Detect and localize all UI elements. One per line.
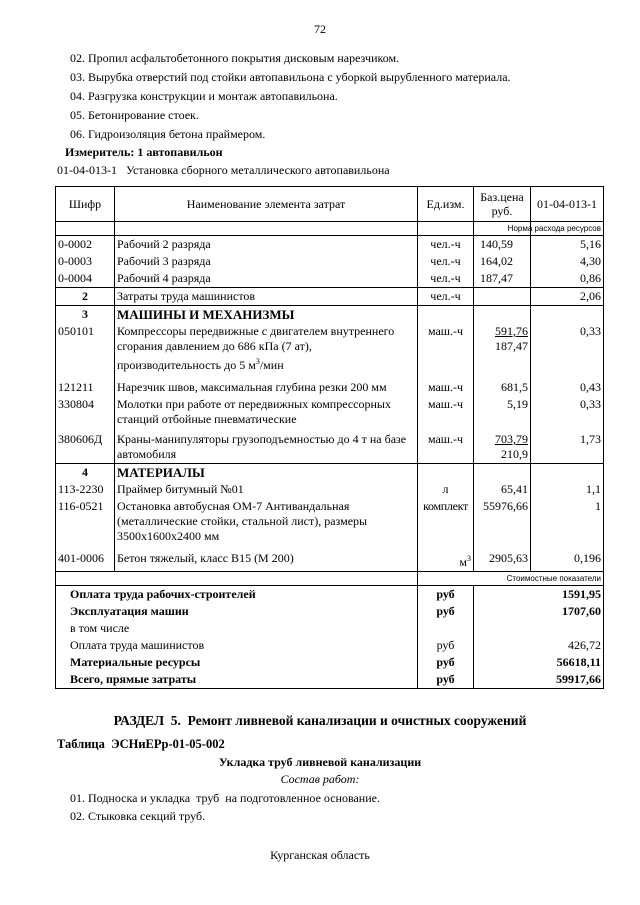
footer-region: Курганская область	[270, 848, 370, 862]
page-number: 72	[314, 22, 326, 36]
row-value: 1,73	[531, 428, 604, 464]
row-value: 4,30	[531, 253, 604, 270]
row-code: 3	[56, 306, 115, 324]
row-price: 681,5	[474, 374, 531, 396]
row-price	[474, 428, 531, 464]
row-value: 0,43	[531, 374, 604, 396]
row-price-main: 703,79	[495, 432, 528, 446]
row-unit: л	[418, 481, 474, 498]
row-unit: маш.-ч	[418, 396, 474, 428]
work-item: 05. Бетонирование стоек.	[70, 108, 199, 122]
row-price: 65,41	[474, 481, 531, 498]
row-price	[474, 323, 531, 374]
table-code: Таблица ЭСНиЕРр-01-05-002	[57, 737, 225, 751]
row-name: Бетон тяжелый, класс В15 (М 200)	[115, 545, 418, 572]
row-price: 55976,66	[474, 498, 531, 545]
row-unit: маш.-ч	[418, 323, 474, 374]
row-name-text: Компрессоры передвижные с двигателем внутреннего сгорания давлением до 686 кПа (7 ат), производительность до 5 $м^3$/мин	[117, 324, 395, 372]
table-row	[56, 374, 604, 396]
row-value: 1,1	[531, 481, 604, 498]
work-item: 03. Вырубка отверстий под стойки автопавильона с уборкой вырубленного материала.	[70, 70, 511, 84]
row-value: 0,33	[531, 396, 604, 428]
row-name: Праймер битумный №01	[115, 481, 418, 498]
work-item: 06. Гидроизоляция бетона праймером.	[70, 127, 266, 141]
row-code: 0-0004	[56, 270, 115, 288]
header-norm: 01-04-013-1	[531, 187, 604, 222]
row-value: 2,06	[531, 288, 604, 306]
cost-row	[56, 671, 604, 689]
cost-value: 59917,66	[531, 671, 604, 689]
table-header-row	[56, 187, 604, 222]
cost-row	[56, 586, 604, 604]
table-row	[56, 545, 604, 572]
table-row	[56, 236, 604, 254]
row-name: Нарезчик швов, максимальная глубина резки 200 мм	[115, 374, 418, 396]
work-item: 02. Стыковка секций труб.	[70, 809, 206, 823]
row-value: 0,86	[531, 270, 604, 288]
cost-row	[56, 637, 604, 654]
cost-unit: руб	[418, 586, 474, 604]
cost-name: в том числе	[56, 620, 418, 637]
row-value: 5,16	[531, 236, 604, 254]
cost-value: 1591,95	[531, 586, 604, 604]
subtitle: Укладка труб ливневой канализации	[218, 755, 422, 769]
row-name: Рабочий 3 разряда	[115, 253, 418, 270]
cost-name: Оплата труда рабочих-строителей	[56, 586, 418, 604]
cost-value: 56618,11	[531, 654, 604, 671]
cost-value	[531, 620, 604, 637]
row-value: 1	[531, 498, 604, 545]
row-unit: чел.-ч	[418, 253, 474, 270]
work-item: 02. Пропил асфальтобетонного покрытия дисковым нарезчиком.	[70, 51, 400, 65]
row-unit: маш.-ч	[418, 374, 474, 396]
cost-unit: руб	[418, 671, 474, 689]
cost-name: Эксплуатация машин	[56, 603, 418, 620]
row-code: 121211	[56, 374, 115, 396]
cost-unit	[418, 620, 474, 637]
row-price: 164,02	[474, 253, 531, 270]
table-row	[56, 396, 604, 428]
row-value: 0,33	[531, 323, 604, 374]
norm-label-row	[56, 222, 604, 236]
row-name: Рабочий 4 разряда	[115, 270, 418, 288]
cost-unit: руб	[418, 637, 474, 654]
work-item: 01. Подноска и укладка труб на подготовленное основание.	[70, 791, 380, 805]
table-row	[56, 464, 604, 482]
row-price: 2905,63	[474, 545, 531, 572]
row-code: 330804	[56, 396, 115, 428]
cost-name: Оплата труда машинистов	[56, 637, 418, 654]
row-price-sub: 210,9	[501, 447, 528, 461]
cost-label-row	[56, 572, 604, 586]
table-row	[56, 306, 604, 324]
row-unit: чел.-ч	[418, 288, 474, 306]
row-name	[115, 323, 418, 374]
row-unit: комплект	[418, 498, 474, 545]
measure-unit: Измеритель: 1 автопавильон	[65, 145, 223, 159]
row-price: 5,19	[474, 396, 531, 428]
cost-name: Материальные ресурсы	[56, 654, 418, 671]
work-item: 04. Разгрузка конструкции и монтаж автопавильона.	[70, 89, 338, 103]
row-price-sub: 187,47	[495, 339, 528, 353]
row-code: 4	[56, 464, 115, 482]
cost-row	[56, 654, 604, 671]
row-code: 0-0003	[56, 253, 115, 270]
row-code: 380606Д	[56, 428, 115, 464]
row-unit: чел.-ч	[418, 270, 474, 288]
table-row	[56, 270, 604, 288]
header-name: Наименование элемента затрат	[115, 187, 418, 222]
row-unit: $м^3$	[418, 545, 474, 572]
table-row	[56, 253, 604, 270]
row-price: 140,59	[474, 236, 531, 254]
row-unit: чел.-ч	[418, 236, 474, 254]
norm-label: Норма расхода ресурсов	[531, 222, 604, 236]
header-code: Шифр	[56, 187, 115, 222]
cost-unit: руб	[418, 603, 474, 620]
row-name: Молотки при работе от передвижных компрессорных станций отбойные пневматические	[115, 396, 418, 428]
table-row	[56, 481, 604, 498]
header-unit: Ед.изм.	[418, 187, 474, 222]
cost-name: Всего, прямые затраты	[56, 671, 418, 689]
row-name: МАШИНЫ И МЕХАНИЗМЫ	[115, 306, 418, 324]
cost-unit: руб	[418, 654, 474, 671]
table-row	[56, 428, 604, 464]
table-row	[56, 323, 604, 374]
row-name: МАТЕРИАЛЫ	[115, 464, 418, 482]
row-name: Затраты труда машинистов	[115, 288, 418, 306]
row-code: 050101	[56, 323, 115, 374]
row-code: 2	[56, 288, 115, 306]
resource-table	[55, 186, 604, 689]
header-price: Баз.цена руб.	[474, 187, 531, 222]
norm-code-line: 01-04-013-1 Установка сборного металлического автопавильона	[57, 163, 390, 177]
row-name: Рабочий 2 разряда	[115, 236, 418, 254]
row-price	[474, 288, 531, 306]
row-code: 116-0521	[56, 498, 115, 545]
section-title: РАЗДЕЛ 5. Ремонт ливневой канализации и очистных сооружений	[113, 713, 527, 728]
table-row	[56, 288, 604, 306]
works-heading: Состав работ:	[280, 772, 360, 786]
cost-value: 426,72	[531, 637, 604, 654]
row-price-main: 591,76	[495, 324, 528, 338]
row-name: Краны-манипуляторы грузоподъемностью до 4 т на базе автомобиля	[115, 428, 418, 464]
cost-value: 1707,60	[531, 603, 604, 620]
row-price: 187,47	[474, 270, 531, 288]
row-name: Остановка автобусная ОМ-7 Антивандальная (металлические стойки, стальной лист), размеры 3500х1600х2400 мм	[115, 498, 418, 545]
row-code: 401-0006	[56, 545, 115, 572]
row-unit: маш.-ч	[418, 428, 474, 464]
table-row	[56, 498, 604, 545]
row-code: 0-0002	[56, 236, 115, 254]
cost-row	[56, 603, 604, 620]
cost-label: Стоимостные показатели	[474, 572, 604, 586]
row-code: 113-2230	[56, 481, 115, 498]
row-value: 0,196	[531, 545, 604, 572]
cost-row	[56, 620, 604, 637]
